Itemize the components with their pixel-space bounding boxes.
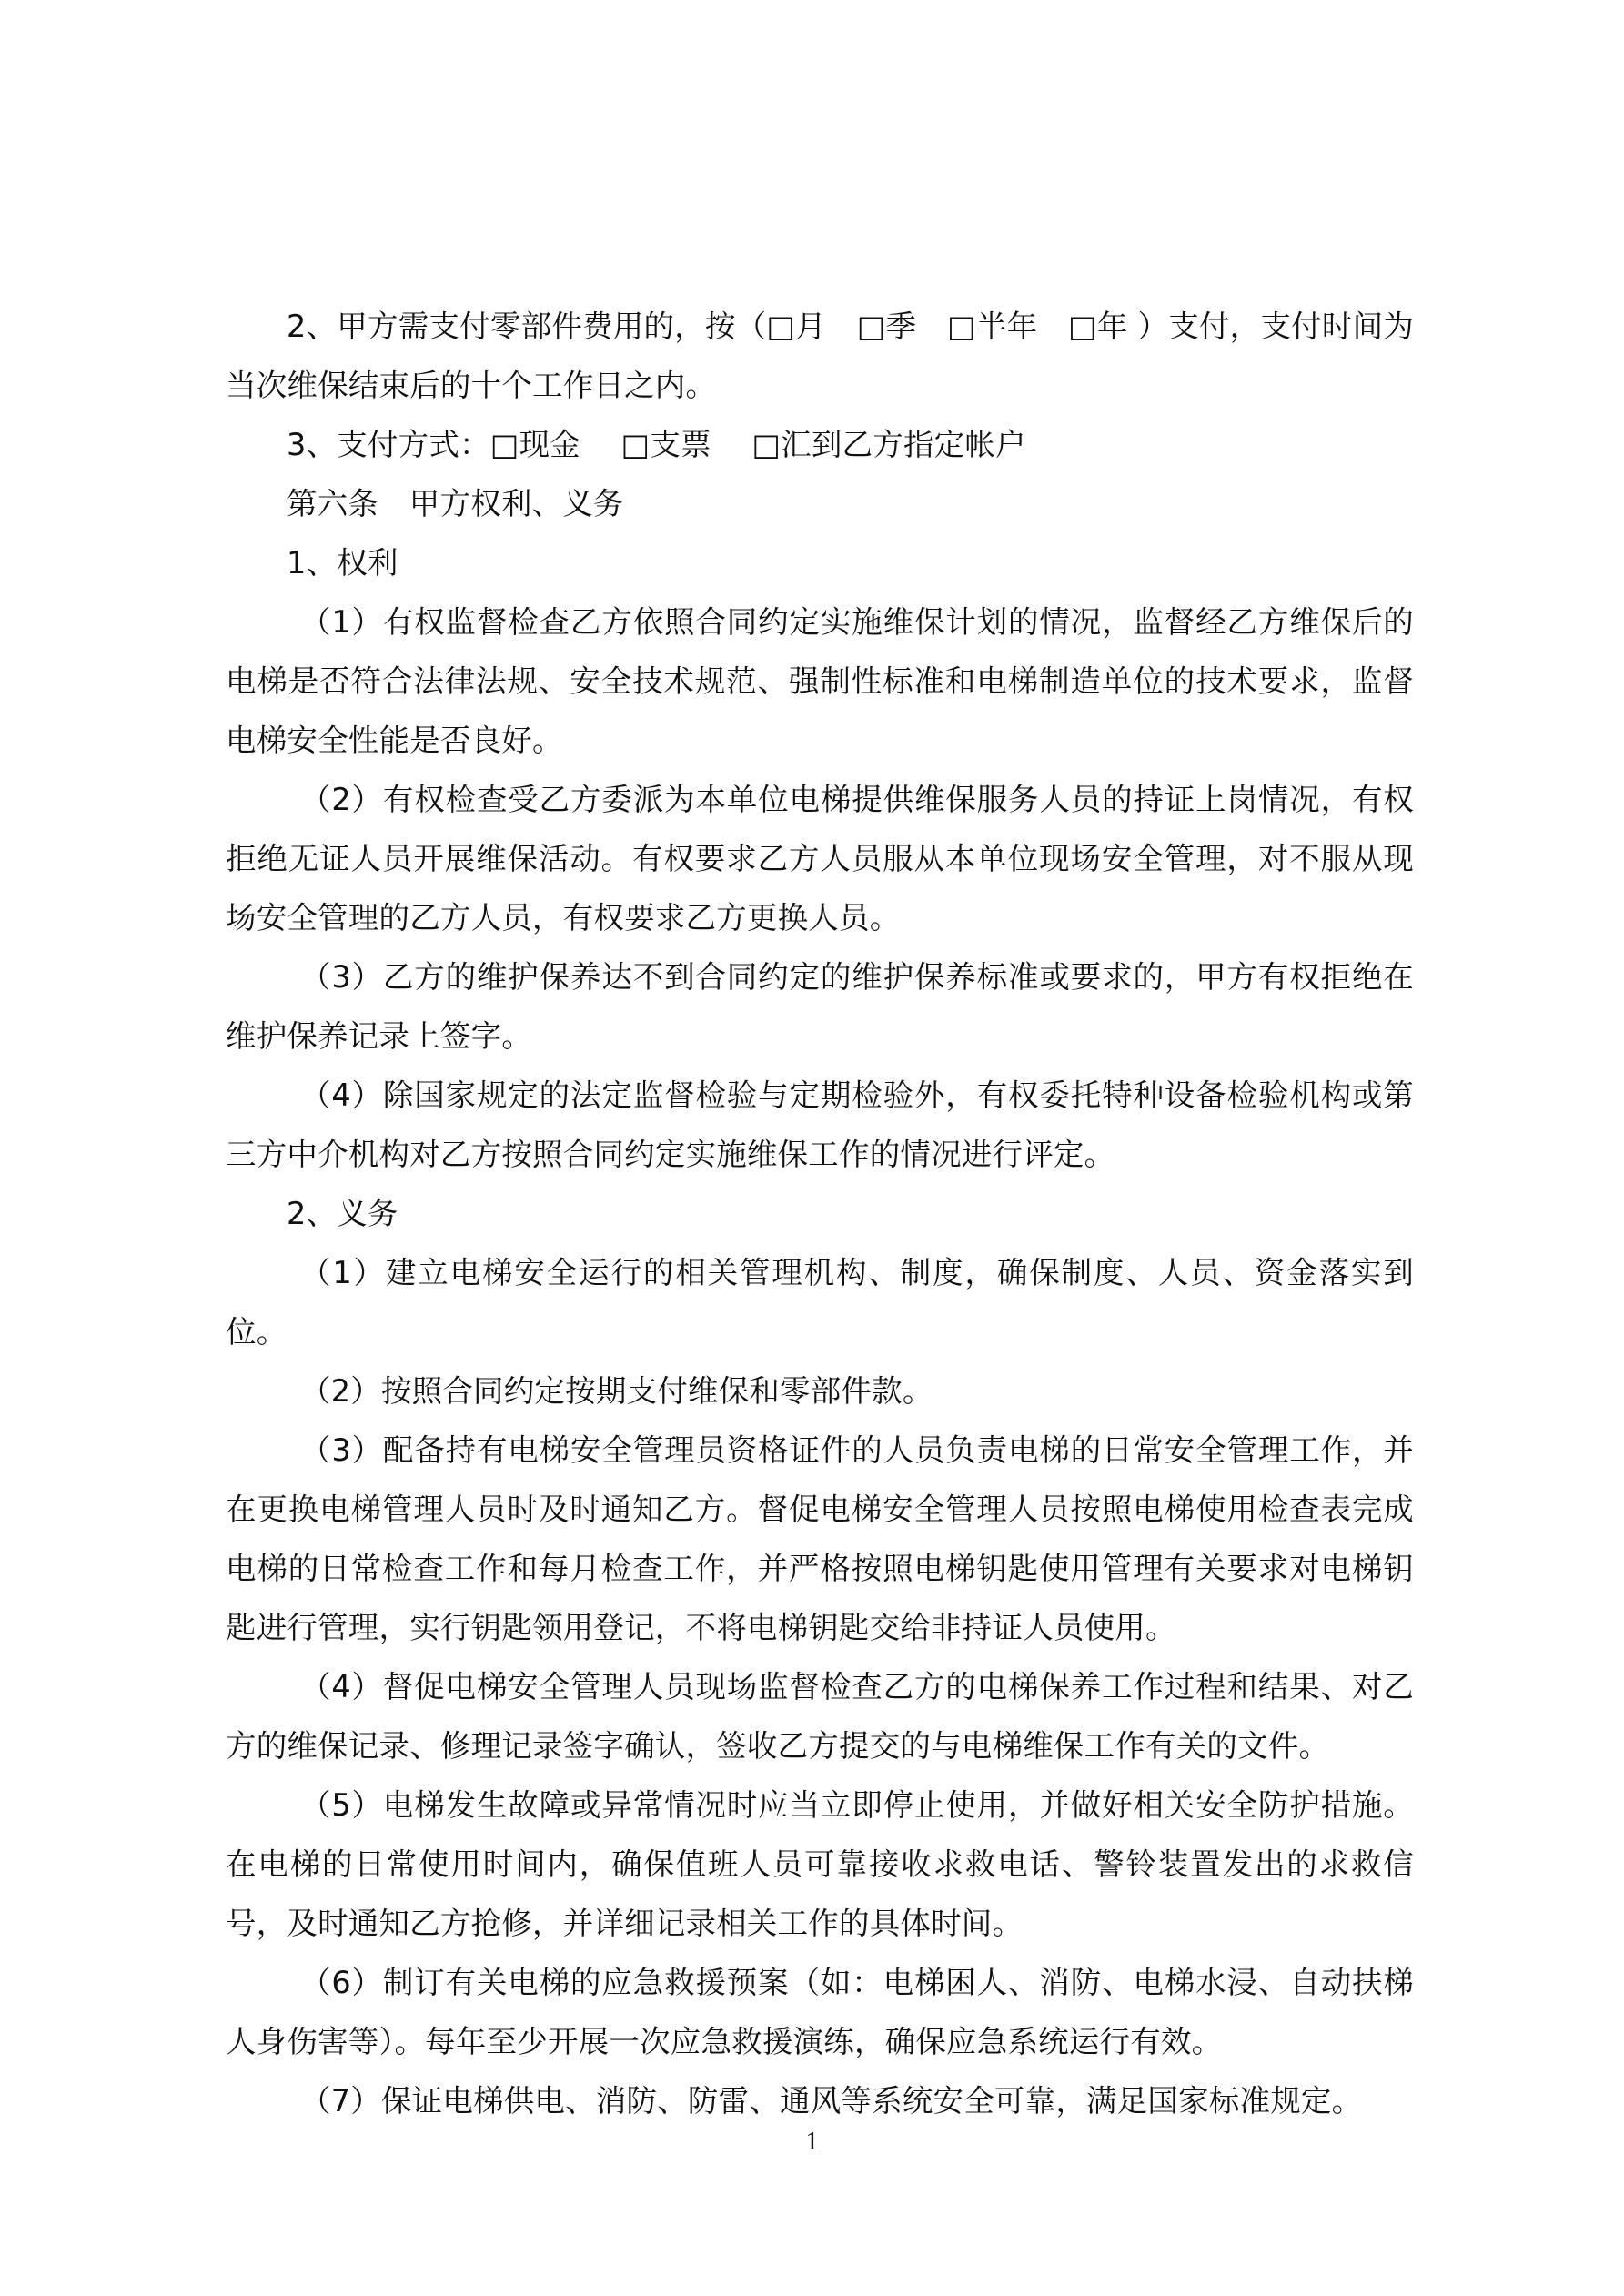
paragraph-payment-method: 3、支付方式：□现金 □支票 □汇到乙方指定帐户 [287, 427, 1026, 462]
rights-clause-1: （1）有权监督检查乙方依照合同约定实施维保计划的情况，监督经乙方维保后的电梯是否符合法律法规、安全技术规范、强制性标准和电梯制造单位的技术要求，监督电梯安全性能是否良好。 [226, 604, 1414, 758]
rights-clause-2: （2）有权检查受乙方委派为本单位电梯提供维保服务人员的持证上岗情况，有权拒绝无证人员开展维保活动。有权要求乙方人员服从本单位现场安全管理，对不服从现场安全管理的乙方人员，有权要求乙方更换人员。 [226, 782, 1414, 936]
page-number: 1 [805, 2128, 819, 2156]
section-heading-duties: 2、义务 [287, 1196, 398, 1231]
duties-clause-7: （7）保证电梯供电、消防、防雷、通风等系统安全可靠，满足国家标准规定。 [300, 2083, 1363, 2119]
rights-clause-4: （4）除国家规定的法定监督检验与定期检验外，有权委托特种设备检验机构或第三方中介机构对乙方按照合同约定实施维保工作的情况进行评定。 [226, 1077, 1414, 1172]
duties-clause-5: （5）电梯发生故障或异常情况时应当立即停止使用，并做好相关安全防护措施。在电梯的日常使用时间内，确保值班人员可靠接收求救电话、警铃装置发出的求救信号，及时通知乙方抢修，并详细记录相关工作的具体时间。 [226, 1787, 1414, 1941]
duties-clause-2: （2）按照合同约定按期支付维保和零部件款。 [300, 1373, 933, 1409]
document-page [226, 297, 1414, 2130]
rights-clause-3: （3）乙方的维护保养达不到合同约定的维护保养标准或要求的，甲方有权拒绝在维护保养记录上签字。 [226, 959, 1414, 1054]
article-heading: 第六条 甲方权利、义务 [287, 486, 624, 521]
duties-clause-6: （6）制订有关电梯的应急救援预案（如：电梯困人、消防、电梯水浸、自动扶梯人身伤害等）。每年至少开展一次应急救援演练，确保应急系统运行有效。 [226, 1965, 1414, 2059]
duties-clause-3: （3）配备持有电梯安全管理员资格证件的人员负责电梯的日常安全管理工作，并在更换电梯管理人员时及时通知乙方。督促电梯安全管理人员按照电梯使用检查表完成电梯的日常检查工作和每月检查工作，并严格按照电梯钥匙使用管理有关要求对电梯钥匙进行管理，实行钥匙领用登记，不将电梯钥匙交给非持证人员使用。 [226, 1432, 1414, 1645]
duties-clause-4: （4）督促电梯安全管理人员现场监督检查乙方的电梯保养工作过程和结果、对乙方的维保记录、修理记录签字确认，签收乙方提交的与电梯维保工作有关的文件。 [226, 1669, 1414, 1764]
section-heading-rights: 1、权利 [287, 545, 398, 581]
duties-clause-1: （1）建立电梯安全运行的相关管理机构、制度，确保制度、人员、资金落实到位。 [226, 1255, 1414, 1350]
paragraph-payment-parts: 2、甲方需支付零部件费用的，按（□月 □季 □半年 □年 ）支付，支付时间为当次维保结束后的十个工作日之内。 [226, 308, 1414, 403]
